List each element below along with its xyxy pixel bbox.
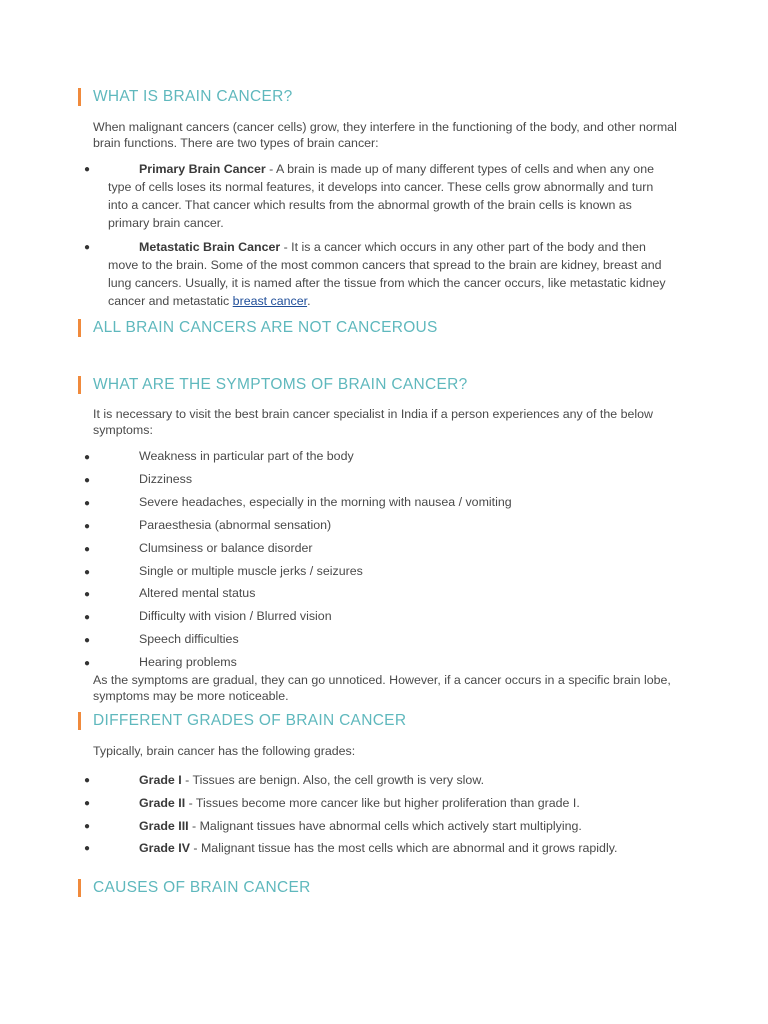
bullet: ●: [84, 567, 91, 578]
bullet: ●: [84, 452, 91, 463]
symptom-item: Hearing problems: [139, 655, 237, 669]
symptom-item: Dizziness: [139, 472, 193, 486]
breast-cancer-link[interactable]: breast cancer: [232, 294, 308, 308]
grades-intro: Typically, brain cancer has the following grades:: [93, 744, 356, 758]
bullet: ●: [84, 635, 91, 646]
section-heading-not-cancerous: ALL BRAIN CANCERS ARE NOT CANCEROUS: [78, 319, 438, 337]
item-title: Grade II: [139, 796, 186, 810]
item-title: Grade I: [139, 773, 182, 787]
item-title: Primary Brain Cancer: [139, 162, 266, 176]
section-heading-grades: DIFFERENT GRADES OF BRAIN CANCER: [78, 712, 406, 730]
bullet: ●: [84, 498, 91, 509]
section-heading-symptoms: WHAT ARE THE SYMPTOMS OF BRAIN CANCER?: [78, 376, 468, 394]
section-heading-what-is-brain-cancer: WHAT IS BRAIN CANCER?: [78, 88, 293, 106]
list-item-grade-3: [108, 817, 668, 835]
item-text: - Tissues are benign. Also, the cell growth is very slow.: [181, 773, 485, 787]
section-heading-causes: CAUSES OF BRAIN CANCER: [78, 879, 311, 897]
bullet: ●: [84, 821, 91, 832]
bullet: ●: [84, 164, 91, 175]
list-item-grade-2: [108, 794, 668, 812]
bullet: ●: [84, 775, 91, 786]
symptom-item: Clumsiness or balance disorder: [139, 541, 313, 555]
item-text: - Malignant tissues have abnormal cells which actively start multiplying.: [188, 819, 582, 833]
bullet: ●: [84, 843, 91, 854]
symptoms-outro: As the symptoms are gradual, they can go unnoticed. However, if a cancer occurs in a specific brain lobe, symptoms may be more noticeable.: [93, 673, 671, 703]
bullet: ●: [84, 612, 91, 623]
symptom-item: Difficulty with vision / Blurred vision: [139, 609, 332, 623]
item-title: Grade IV: [139, 841, 190, 855]
bullet: ●: [84, 242, 91, 253]
item-text: - Malignant tissue has the most cells which are abnormal and it grows rapidly.: [189, 841, 618, 855]
bullet: ●: [84, 589, 91, 600]
item-text: - Tissues become more cancer like but higher proliferation than grade I.: [185, 796, 580, 810]
list-item-grade-4: [108, 839, 668, 857]
bullet: ●: [84, 475, 91, 486]
symptom-item: Paraesthesia (abnormal sensation): [139, 518, 332, 532]
item-title: Grade III: [139, 819, 189, 833]
list-item-metastatic-brain-cancer: [108, 238, 668, 310]
list-item-primary-brain-cancer: [108, 160, 668, 232]
symptoms-intro: It is necessary to visit the best brain cancer specialist in India if a person experiences any of the below symptoms:: [93, 407, 653, 437]
item-text: - It is a cancer which occurs in any other part of the body and then move to the brain. Some of the most common cancers that spread to the brain are kidney, breast and lung cancers. Usually, it is named after the tissue from which the cancer occurs, like metastatic kidney cancer and metastatic: [108, 240, 666, 308]
symptom-item: Altered mental status: [139, 586, 256, 600]
what-is-intro: When malignant cancers (cancer cells) grow, they interfere in the functioning of the body, and other normal brain functions. There are two types of brain cancer:: [93, 120, 677, 150]
list-item-grade-1: [108, 771, 668, 789]
symptom-item: Single or multiple muscle jerks / seizures: [139, 564, 363, 578]
bullet: ●: [84, 521, 91, 532]
bullet: ●: [84, 798, 91, 809]
item-text: - A brain is made up of many different types of cells and when any one type of cells loses its normal features, it develops into cancer. These cells grow abnormally and turn into a cancer. That cancer which results from the abnormal growth of the brain cells is known as primary brain cancer.: [108, 162, 654, 230]
bullet: ●: [84, 658, 91, 669]
bullet: ●: [84, 544, 91, 555]
symptom-item: Speech difficulties: [139, 632, 239, 646]
item-title: Metastatic Brain Cancer: [139, 240, 281, 254]
item-text-end: .: [307, 294, 311, 308]
symptom-item: Severe headaches, especially in the morning with nausea / vomiting: [139, 495, 512, 509]
symptom-item: Weakness in particular part of the body: [139, 449, 354, 463]
